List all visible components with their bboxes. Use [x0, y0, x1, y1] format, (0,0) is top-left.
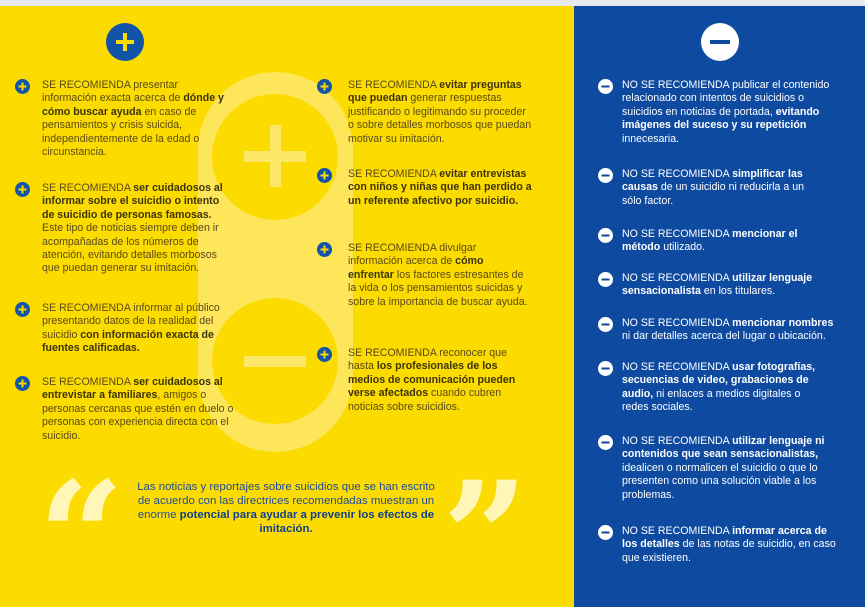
body-text: de las notas de suicidio, en caso que existieren.	[622, 538, 836, 564]
not-recommended-item	[622, 317, 842, 344]
body-text: los factores estresantes de la vida o los pensamientos suicidas y sobre la importancia de buscar ayuda.	[348, 268, 528, 308]
body-text: SE RECOMIENDA	[42, 376, 134, 388]
plus-bullet-icon	[15, 79, 30, 94]
open-quote-mark: “	[38, 449, 125, 607]
recommended-item	[348, 79, 534, 146]
emphasis-text: con información exacta de fuentes calificadas.	[42, 328, 214, 355]
body-text: SE RECOMIENDA presentar información exacta acerca de	[42, 79, 184, 105]
recommended-item	[348, 168, 536, 208]
not-recommended-item	[622, 79, 838, 146]
body-text: generar respuestas justificando o legitimando su proceder o sobre detalles morbosos que puedan motivar su imitación.	[348, 92, 532, 145]
recommended-item	[42, 182, 234, 276]
recommended-item	[42, 376, 242, 443]
emphasis-text: utilizar lenguaje ni contenidos que sean sensacionalistas,	[622, 435, 825, 461]
not-recommended-item	[622, 361, 822, 415]
body-text: , amigos o personas cercanas que estén en duelo o personas con experiencia directa con el suicidio.	[42, 389, 234, 442]
plus-bullet-icon	[317, 79, 332, 94]
minus-bullet-icon	[598, 361, 613, 376]
plus-bullet-icon	[15, 302, 30, 317]
minus-bullet-icon	[598, 272, 613, 287]
recommended-item	[42, 79, 228, 159]
body-text: SE RECOMIENDA	[42, 182, 134, 194]
not-recommended-item	[622, 272, 822, 299]
body-text: en los titulares.	[700, 285, 776, 298]
recommended-item	[42, 302, 232, 356]
minus-bullet-icon	[598, 228, 613, 243]
minus-bullet-icon	[598, 168, 613, 183]
recommended-panel	[0, 6, 574, 607]
minus-circle-icon	[701, 23, 739, 61]
plus-bullet-icon	[317, 242, 332, 257]
close-quote-mark: ”	[442, 449, 529, 607]
not-recommended-panel	[574, 6, 865, 607]
minus-bullet-icon	[598, 435, 613, 450]
emphasis-text: ser cuidadosos al informar sobre el suicidio o intento de suicidio de personas famosas.	[42, 182, 223, 221]
emphasis-text: evitando imágenes del suceso y su repetición	[622, 105, 820, 132]
emphasis-text: mencionar nombres	[732, 317, 834, 329]
emphasis-text: simplificar las causas	[622, 168, 803, 194]
body-text: SE RECOMIENDA	[348, 79, 440, 91]
body-text: en caso de pensamientos y crisis suicida, independientemente de la edad o circunstancia.	[42, 105, 200, 159]
emphasis-text: usar fotografías, secuencias de video, grabaciones de audio,	[622, 361, 816, 400]
emphasis-text: cómo enfrentar	[348, 255, 484, 281]
minus-bullet-icon	[598, 79, 613, 94]
body-text: Este tipo de noticias siempre deben ir acompañadas de los números de atención, evitando detalles morbosos que puedan generar su imitación.	[42, 222, 219, 275]
plus-bullet-icon	[317, 168, 332, 183]
body-text: idealicen o normalicen el suicidio o que lo presenten como una solución viable a los problemas.	[622, 461, 818, 501]
body-text: SE RECOMIENDA	[348, 168, 440, 180]
emphasis-text: evitar entrevistas con niños y niñas que han perdido a un referente afectivo por suicidio.	[348, 168, 532, 207]
body-text: ni enlaces a medios digitales o redes sociales.	[622, 387, 801, 414]
body-text: de un suicidio ni reducirla a un sólo factor.	[622, 181, 804, 207]
body-text: NO SE RECOMIENDA	[622, 317, 733, 329]
body-text: ni dar detalles acerca del lugar o ubicación.	[622, 330, 826, 343]
emphasis-text: evitar preguntas que puedan	[348, 79, 522, 105]
body-text: Las noticias y reportajes sobre suicidios que se han escrito de acuerdo con las directrices recomendadas muestran un enorme	[137, 481, 435, 521]
body-text: utilizado.	[660, 241, 706, 254]
not-recommended-item	[622, 525, 838, 565]
quote-text	[130, 480, 442, 536]
plus-bullet-icon	[15, 182, 30, 197]
body-text: SE RECOMIENDA informar al público presentando datos de la realidad del suicidio	[42, 302, 220, 341]
decorative-minus-icon	[244, 356, 306, 367]
body-text: innecesaria.	[622, 132, 680, 145]
plus-bullet-icon	[317, 347, 332, 362]
recommended-item	[348, 347, 532, 414]
emphasis-text: mencionar el método	[622, 228, 798, 254]
emphasis-text: dónde y cómo buscar ayuda	[42, 92, 224, 118]
emphasis-text: utilizar lenguaje sensacionalista	[622, 272, 813, 298]
body-text: NO SE RECOMIENDA	[622, 272, 733, 284]
emphasis-text: los profesionales de los medios de comunicación pueden verse afectados	[348, 360, 516, 400]
body-text: NO SE RECOMIENDA	[622, 228, 733, 240]
decorative-plus-icon-vertical	[270, 125, 281, 187]
body-text: SE RECOMIENDA reconocer que hasta	[348, 347, 507, 373]
emphasis-text: informar acerca de los detalles	[622, 525, 827, 551]
plus-circle-icon	[106, 23, 144, 61]
not-recommended-item	[622, 228, 812, 255]
minus-bullet-icon	[598, 317, 613, 332]
body-text: cuando cubren noticias sobre suicidios.	[348, 387, 502, 413]
body-text: NO SE RECOMIENDA	[622, 361, 733, 373]
body-text: NO SE RECOMIENDA	[622, 525, 733, 537]
body-text: NO SE RECOMIENDA	[622, 435, 733, 447]
not-recommended-item	[622, 435, 836, 502]
body-text: SE RECOMIENDA divulgar información acerca de	[348, 242, 477, 268]
recommended-item	[348, 242, 528, 309]
emphasis-text: ser cuidadosos al entrevistar a familiares	[42, 376, 223, 402]
body-text: NO SE RECOMIENDA	[622, 168, 733, 180]
emphasis-text: potencial para ayudar a prevenir los efectos de imitación.	[179, 509, 435, 535]
minus-bullet-icon	[598, 525, 613, 540]
plus-bullet-icon	[15, 376, 30, 391]
body-text: NO SE RECOMIENDA publicar el contenido relacionado con intentos de suicidios o suicidios en noticias de portada,	[622, 79, 830, 118]
not-recommended-item	[622, 168, 826, 208]
